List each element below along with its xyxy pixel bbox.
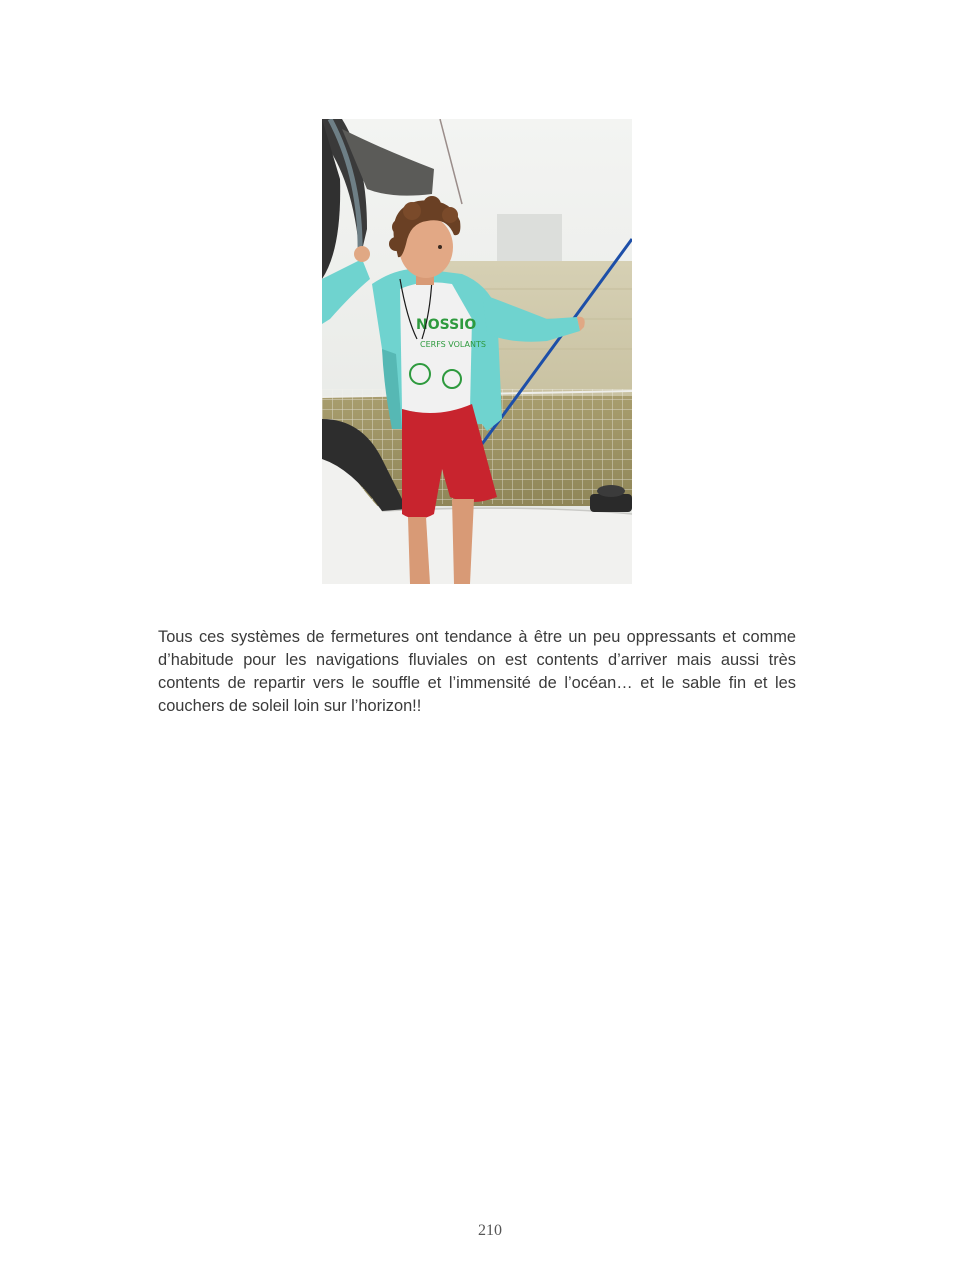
photo-child-on-boat xyxy=(322,119,632,584)
svg-text:CERFS VOLANTS: CERFS VOLANTS xyxy=(420,340,486,349)
page-number: 210 xyxy=(478,1222,502,1239)
svg-text:NOSSIO: NOSSIO xyxy=(416,317,477,333)
body-paragraph: Tous ces systèmes de fermetures ont tendance à être un peu oppressants et comme d’habitude pour les navigations fluviales on est contents d’arriver mais aussi très contents de repartir vers le souffle et l’immensité de l’océan… et le sable fin et les couchers de soleil loin sur l’horizon!! xyxy=(158,628,796,715)
photo-illustration xyxy=(322,119,632,584)
